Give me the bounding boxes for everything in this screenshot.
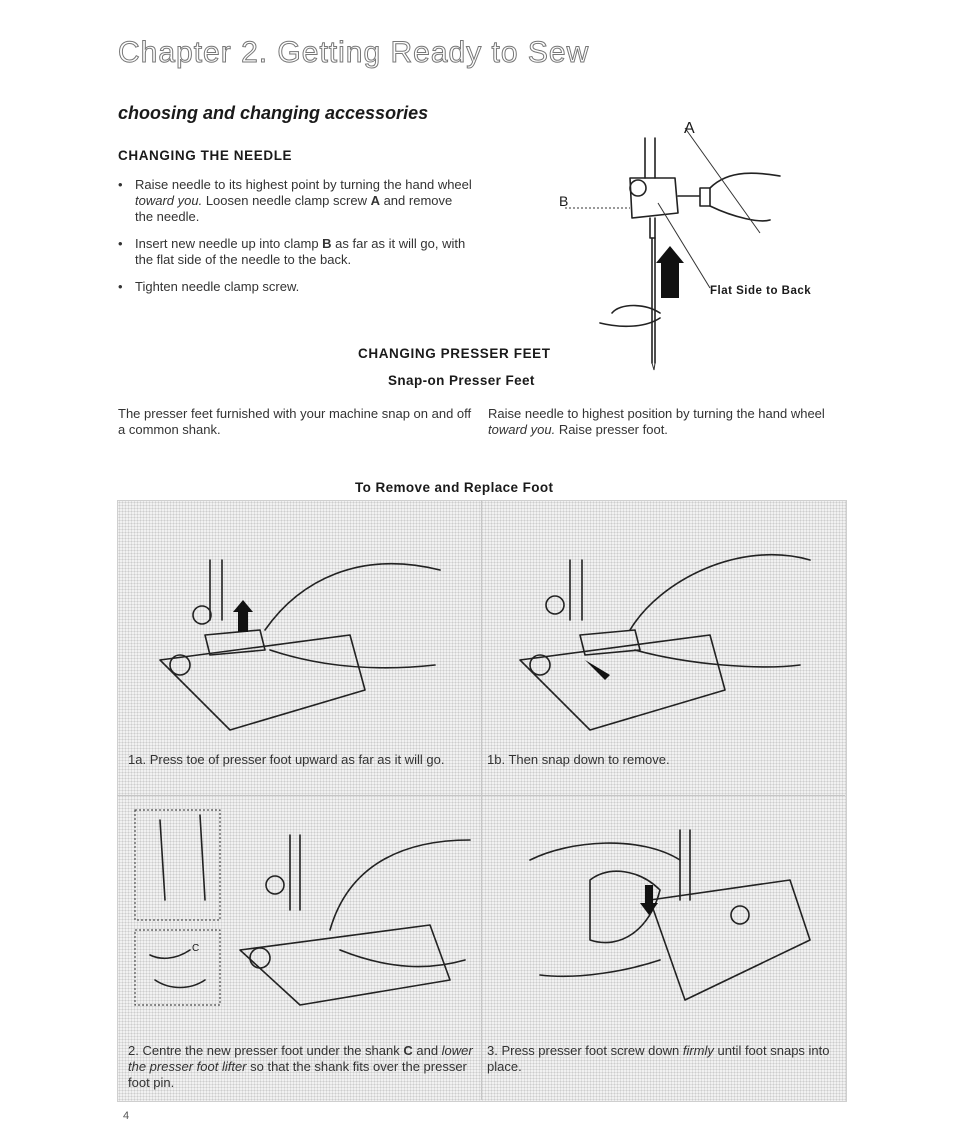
flat-side-label: Flat Side to Back [710, 285, 812, 297]
figure-2-illustration [130, 810, 470, 1010]
figure-1b-illustration [510, 540, 820, 740]
remove-replace-heading: To Remove and Replace Foot [355, 480, 554, 495]
chapter-title: Chapter 2. Getting Ready to Sew [118, 36, 590, 69]
figure-3-illustration [530, 820, 820, 1010]
caption-3: 3. Press presser foot screw down firmly until foot snaps into place. [487, 1043, 830, 1074]
needle-step-2: • Insert new needle up into clamp B as far as it will go, with the flat side of the needle to the back. [118, 236, 473, 268]
needle-step-3: • Tighten needle clamp screw. [118, 279, 473, 295]
caption-1a: 1a. Press toe of presser foot upward as far as it will go. [128, 752, 445, 767]
panel-divider-vertical [481, 500, 482, 1100]
page-number: 4 [123, 1110, 130, 1122]
presser-heading: CHANGING PRESSER FEET [358, 346, 551, 361]
label-a: A [684, 120, 695, 137]
presser-intro-left: The presser feet furnished with your machine snap on and off a common shank. [118, 406, 472, 437]
presser-subheading: Snap-on Presser Feet [388, 373, 535, 388]
needle-clamp-illustration [560, 118, 840, 378]
presser-intro-right: Raise needle to highest position by turning the hand wheel toward you. Raise presser foot. [488, 406, 825, 437]
needle-step-1: • Raise needle to its highest point by turning the hand wheel toward you. Loosen needle clamp screw A and remove the needle. [118, 177, 473, 225]
caption-2: 2. Centre the new presser foot under the shank C and lower the presser foot lifter so that the shank fits over the presser foot pin. [128, 1043, 473, 1090]
needle-heading: CHANGING THE NEEDLE [118, 148, 293, 163]
section-title: choosing and changing accessories [118, 103, 429, 123]
label-b: B [559, 193, 569, 209]
figure-1a-illustration [150, 540, 460, 740]
needle-steps [118, 177, 473, 306]
inset-label-c: C [192, 943, 200, 954]
caption-1b: 1b. Then snap down to remove. [487, 752, 670, 767]
panel-divider-horizontal [117, 795, 845, 796]
